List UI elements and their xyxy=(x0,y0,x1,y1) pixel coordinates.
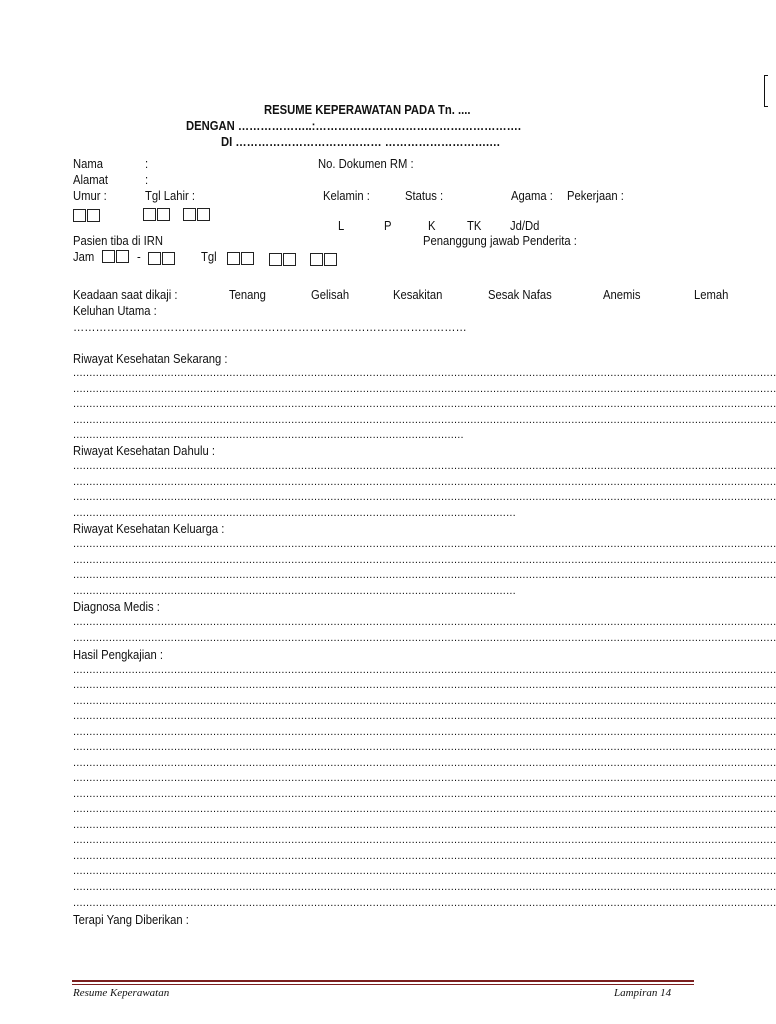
diagnosa-medis-label: Diagnosa Medis : xyxy=(73,600,160,614)
riwayat-keluarga-line[interactable]: ........................................................................................................................................................................................................................ xyxy=(73,569,776,581)
tgl-box-1[interactable] xyxy=(227,252,240,265)
tgl-box-2[interactable] xyxy=(241,252,254,265)
hasil-pengkajian-line[interactable]: ........................................................................................................................................................................................................................ xyxy=(73,679,776,691)
hasil-pengkajian-line[interactable]: ........................................................................................................................................................................................................................ xyxy=(73,664,776,676)
option-jd-dd: Jd/Dd xyxy=(510,219,540,233)
hasil-pengkajian-line[interactable]: ........................................................................................................................................................................................................................ xyxy=(73,757,776,769)
option-l: L xyxy=(338,219,345,233)
nama-label: Nama xyxy=(73,157,104,171)
hasil-pengkajian-line[interactable]: ........................................................................................................................................................................................................................ xyxy=(73,741,776,753)
keadaan-option-anemis: Anemis xyxy=(603,288,641,302)
keadaan-option-sesak-nafas: Sesak Nafas xyxy=(488,288,552,302)
riwayat-keluarga-line[interactable]: ........................................................................................................................................................................................................................ xyxy=(73,554,776,566)
tgl-lahir-label: Tgl Lahir : xyxy=(145,189,196,203)
keadaan-option-kesakitan: Kesakitan xyxy=(393,288,443,302)
keluhan-utama-dots: …………………………………………………………………………………………… xyxy=(73,320,467,334)
riwayat-dahulu-line[interactable]: ........................................................................................................................................................................................................................ xyxy=(73,476,776,488)
umur-box-1[interactable] xyxy=(73,209,86,222)
hasil-pengkajian-line[interactable]: ........................................................................................................................................................................................................................ xyxy=(73,772,776,784)
status-label: Status : xyxy=(405,189,444,203)
keluhan-utama-label: Keluhan Utama : xyxy=(73,304,157,318)
hasil-pengkajian-line[interactable]: ........................................................................................................................................................................................................................ xyxy=(73,695,776,707)
option-p: P xyxy=(384,219,392,233)
hasil-pengkajian-line[interactable]: ........................................................................................................................................................................................................................ xyxy=(73,865,776,877)
keadaan-option-tenang: Tenang xyxy=(229,288,266,302)
option-tk: TK xyxy=(467,219,482,233)
umur-label: Umur : xyxy=(73,189,107,203)
no-dokumen-label: No. Dokumen RM : xyxy=(318,157,414,171)
jam-box-1[interactable] xyxy=(102,250,115,263)
footer-page-label: Lampiran 14 xyxy=(614,987,672,999)
form-subtitle-dengan: DENGAN ………………..:………………………………………………. xyxy=(186,119,522,133)
riwayat-dahulu-line[interactable]: ........................................................................................................................................................................................................................ xyxy=(73,460,776,472)
riwayat-sekarang-line-end[interactable]: ........................................................................................................................ xyxy=(73,429,464,441)
hasil-pengkajian-line[interactable]: ........................................................................................................................................................................................................................ xyxy=(73,850,776,862)
penanggung-jawab-label: Penanggung jawab Penderita : xyxy=(423,234,577,248)
page-edge-mark xyxy=(764,75,768,107)
pasien-tiba-label: Pasien tiba di IRN xyxy=(73,234,164,248)
jam-box-4[interactable] xyxy=(162,252,175,265)
form-title: RESUME KEPERAWATAN PADA Tn. .... xyxy=(264,103,471,117)
riwayat-dahulu-label: Riwayat Kesehatan Dahulu : xyxy=(73,444,215,458)
keadaan-label: Keadaan saat dikaji : xyxy=(73,288,178,302)
footer-title: Resume Keperawatan xyxy=(73,987,170,999)
riwayat-keluarga-line[interactable]: ........................................................................................................................................................................................................................ xyxy=(73,538,776,550)
hasil-pengkajian-line[interactable]: ........................................................................................................................................................................................................................ xyxy=(73,819,776,831)
alamat-colon: : xyxy=(145,173,149,187)
hasil-pengkajian-line[interactable]: ........................................................................................................................................................................................................................ xyxy=(73,803,776,815)
hasil-pengkajian-line[interactable]: ........................................................................................................................................................................................................................ xyxy=(73,710,776,722)
keadaan-option-gelisah: Gelisah xyxy=(311,288,350,302)
hasil-pengkajian-line[interactable]: ........................................................................................................................................................................................................................ xyxy=(73,834,776,846)
riwayat-sekarang-line[interactable]: ........................................................................................................................................................................................................................ xyxy=(73,367,776,379)
tgl-lahir-box-1[interactable] xyxy=(143,208,156,221)
jam-box-3[interactable] xyxy=(148,252,161,265)
tgl-box-4[interactable] xyxy=(283,253,296,266)
terapi-label: Terapi Yang Diberikan : xyxy=(73,913,189,927)
riwayat-dahulu-line[interactable]: ........................................................................................................................................................................................................................ xyxy=(73,491,776,503)
jam-dash: - xyxy=(137,250,141,264)
tgl-box-3[interactable] xyxy=(269,253,282,266)
footer-rule xyxy=(72,980,694,982)
diagnosa-medis-line-end[interactable]: ........................................................................................................................................................................................................................ xyxy=(73,632,776,644)
kelamin-label: Kelamin : xyxy=(323,189,370,203)
tgl-box-5[interactable] xyxy=(310,253,323,266)
footer-rule-thin xyxy=(72,984,694,985)
nama-colon: : xyxy=(145,157,149,171)
riwayat-keluarga-label: Riwayat Kesehatan Keluarga : xyxy=(73,522,225,536)
tgl-label: Tgl xyxy=(201,250,217,264)
hasil-pengkajian-line[interactable]: ........................................................................................................................................................................................................................ xyxy=(73,726,776,738)
umur-box-2[interactable] xyxy=(87,209,100,222)
tgl-lahir-box-2[interactable] xyxy=(157,208,170,221)
riwayat-sekarang-label: Riwayat Kesehatan Sekarang : xyxy=(73,352,228,366)
tgl-box-6[interactable] xyxy=(324,253,337,266)
agama-label: Agama : xyxy=(511,189,553,203)
jam-box-2[interactable] xyxy=(116,250,129,263)
hasil-pengkajian-line-end[interactable]: ........................................................................................................................................................................................................................ xyxy=(73,897,776,909)
riwayat-sekarang-line[interactable]: ........................................................................................................................................................................................................................ xyxy=(73,383,776,395)
hasil-pengkajian-line[interactable]: ........................................................................................................................................................................................................................ xyxy=(73,881,776,893)
hasil-pengkajian-line[interactable]: ........................................................................................................................................................................................................................ xyxy=(73,788,776,800)
riwayat-dahulu-line-end[interactable]: ........................................................................................................................................ xyxy=(73,507,516,519)
riwayat-sekarang-line[interactable]: ........................................................................................................................................................................................................................ xyxy=(73,398,776,410)
jam-label: Jam xyxy=(73,250,95,264)
riwayat-sekarang-line[interactable]: ........................................................................................................................................................................................................................ xyxy=(73,414,776,426)
keadaan-option-lemah: Lemah xyxy=(694,288,729,302)
hasil-pengkajian-label: Hasil Pengkajian : xyxy=(73,648,164,662)
tgl-lahir-box-4[interactable] xyxy=(197,208,210,221)
form-subtitle-di: DI ………………………………… ……………………….… xyxy=(221,135,501,149)
alamat-label: Alamat xyxy=(73,173,109,187)
diagnosa-medis-line[interactable]: ........................................................................................................................................................................................................................ xyxy=(73,616,776,628)
riwayat-keluarga-line-end[interactable]: ........................................................................................................................................ xyxy=(73,585,516,597)
pekerjaan-label: Pekerjaan : xyxy=(567,189,624,203)
option-k: K xyxy=(428,219,436,233)
tgl-lahir-box-3[interactable] xyxy=(183,208,196,221)
